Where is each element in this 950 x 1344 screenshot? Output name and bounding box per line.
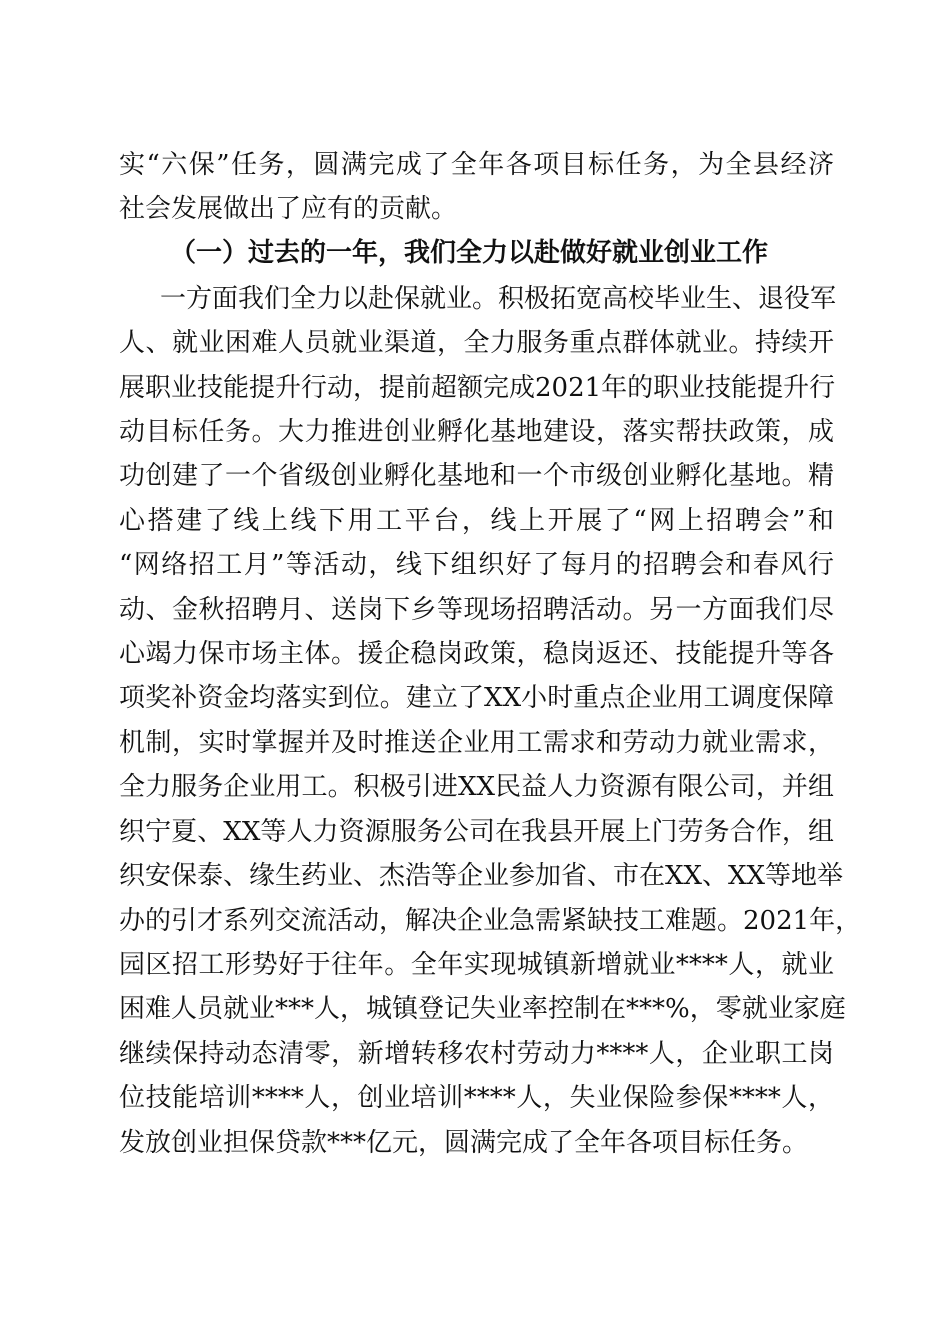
body-line-19: 位技能培训****人，创业培训****人，失业保险参保****人， xyxy=(119,1083,834,1113)
section-heading: （一）过去的一年，我们全力以赴做好就业创业工作 xyxy=(170,238,769,268)
body-line-8: 动、金秋招聘月、送岗下乡等现场招聘活动。另一方面我们尽 xyxy=(119,595,834,625)
body-line-10: 项奖补资金均落实到位。建立了XX小时重点企业用工调度保障 xyxy=(119,683,834,713)
intro-line-2: 社会发展做出了应有的贡献。 xyxy=(119,194,458,224)
body-line-17: 困难人员就业***人，城镇登记失业率控制在***%，零就业家庭 xyxy=(119,994,846,1024)
body-line-12: 全力服务企业用工。积极引进XX民益人力资源有限公司，并组 xyxy=(119,772,834,802)
body-line-11: 机制，实时掌握并及时推送企业用工需求和劳动力就业需求， xyxy=(119,728,834,758)
intro-line-1: 实“六保”任务，圆满完成了全年各项目标任务，为全县经济 xyxy=(119,150,834,180)
body-line-20: 发放创业担保贷款***亿元，圆满完成了全年各项目标任务。 xyxy=(119,1128,809,1158)
body-line-9: 心竭力保市场主体。援企稳岗政策，稳岗返还、技能提升等各 xyxy=(119,639,834,669)
body-line-6: 心搭建了线上线下用工平台，线上开展了“网上招聘会”和 xyxy=(119,506,834,536)
body-line-1: 一方面我们全力以赴保就业。积极拓宽高校毕业生、退役军 xyxy=(160,284,837,314)
body-line-3: 展职业技能提升行动，提前超额完成2021年的职业技能提升行 xyxy=(119,373,836,403)
body-line-15: 办的引才系列交流活动，解决企业急需紧缺技工难题。2021年， xyxy=(119,906,862,936)
body-line-13: 织宁夏、XX等人力资源服务公司在我县开展上门劳务合作，组 xyxy=(119,817,834,847)
body-line-5: 功创建了一个省级创业孵化基地和一个市级创业孵化基地。精 xyxy=(119,461,834,491)
body-line-18: 继续保持动态清零，新增转移农村劳动力****人，企业职工岗 xyxy=(119,1039,834,1069)
body-line-4: 动目标任务。大力推进创业孵化基地建设，落实帮扶政策，成 xyxy=(119,417,834,447)
body-line-7: “网络招工月”等活动，线下组织好了每月的招聘会和春风行 xyxy=(119,550,834,580)
body-line-14: 织安保泰、缘生药业、杰浩等企业参加省、市在XX、XX等地举 xyxy=(119,861,844,891)
body-line-2: 人、就业困难人员就业渠道，全力服务重点群体就业。持续开 xyxy=(119,328,834,358)
body-line-16: 园区招工形势好于往年。全年实现城镇新增就业****人，就业 xyxy=(119,950,834,980)
